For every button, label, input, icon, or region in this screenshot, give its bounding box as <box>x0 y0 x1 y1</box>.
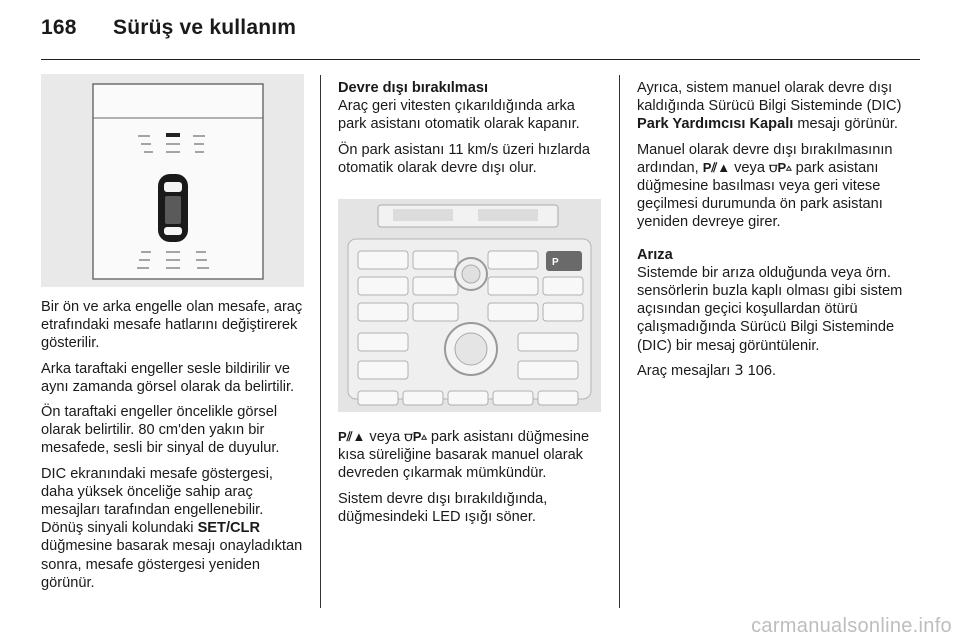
paragraph: Arka taraftaki engeller sesle bildirilir ve aynı zamanda görsel olarak da belirtilir. <box>41 360 295 395</box>
page-number: 168 <box>41 16 77 39</box>
column-divider-1 <box>320 75 321 608</box>
text: Ayrıca, sistem manuel olarak devre dışı kaldığında Sürücü Bilgi Sisteminde (DIC) <box>637 80 902 115</box>
page-reference-arrow-icon: 3 <box>734 361 744 379</box>
text: park asistanı düğmesine basılması veya geri vitese geçilmesi durumunda ön park asistanı yeniden devreye girer. <box>637 159 883 231</box>
text: 106. <box>743 362 777 379</box>
set-clr-label: SET/CLR <box>197 520 260 537</box>
paragraph <box>637 362 909 380</box>
watermark: carmanualsonline.info <box>751 615 952 637</box>
text: Manuel olarak devre dışı bırakılmasının ardından, <box>637 141 893 176</box>
rear-park-assist-icon: P⫽▲ <box>702 159 731 175</box>
text: mesajı görünür. <box>793 116 898 133</box>
column-1 <box>41 298 306 599</box>
front-park-assist-icon: ⩌P▵ <box>769 159 792 175</box>
car-icon <box>158 174 188 242</box>
text: veya <box>730 159 770 176</box>
svg-text:P: P <box>552 257 559 268</box>
text: veya <box>365 429 405 445</box>
paragraph <box>338 428 606 483</box>
paragraph: Ön park asistanı 11 km/s üzeri hızlarda otomatik olarak devre dışı olur. <box>338 141 590 176</box>
park-distance-display-illustration <box>41 74 304 287</box>
column-3 <box>637 79 909 387</box>
section-heading-fault: Arıza <box>637 246 673 263</box>
text: DIC ekranındaki mesafe göstergesi, daha yüksek önceliğe sahip araç mesajları tarafından engellenebilir. Dönüş sinyali kolundaki <box>41 465 273 537</box>
paragraph: Bir ön ve arka engelle olan mesafe, araç etrafındaki mesafe hatlarını değiştirerek gösterilir. <box>41 299 303 352</box>
text: düğmesine basarak mesajı onayladıktan sonra, mesafe göstergesi yeniden görünür. <box>41 538 303 591</box>
column-divider-2 <box>619 75 620 608</box>
rear-park-assist-icon: P⫽▲ <box>338 429 366 444</box>
text: Araç mesajları <box>637 362 735 379</box>
dic-message-label: Park Yardımcısı Kapalı <box>637 116 794 133</box>
front-park-assist-icon: ⩌P▵ <box>404 429 427 444</box>
paragraph: Sistemde bir arıza olduğunda veya örn. sensörlerin buzla kaplı olması gibi sistem açısından geçici koşullardan ötürü çalışmadığında Sürücü Bilgi Sisteminde (DIC) bir mesaj görüntülenir. <box>637 264 903 354</box>
paragraph: Sistem devre dışı bırakıldığında, düğmesindeki LED ışığı söner. <box>338 490 548 525</box>
page-title: Sürüş ve kullanım <box>113 16 297 39</box>
paragraph <box>637 141 909 232</box>
paragraph: Araç geri vitesten çıkarıldığında arka park asistanı otomatik olarak kapanır. <box>338 98 580 133</box>
paragraph <box>41 465 306 592</box>
section-heading-deactivation: Devre dışı bırakılması <box>338 80 489 96</box>
header-rule <box>41 59 920 60</box>
page-header <box>41 16 296 40</box>
paragraph: Ön taraftaki engeller öncelikle görsel olarak belirtilir. 80 cm'den yakın bir mesafede, sesli bir sinyal de duyulur. <box>41 404 280 457</box>
column-2-bottom <box>338 428 606 533</box>
center-console-illustration <box>338 199 601 412</box>
text: park asistanı düğmesine kısa süreliğine basarak manuel olarak devreden çıkarmak mümkündür. <box>338 429 590 482</box>
column-2-top <box>338 79 606 184</box>
paragraph <box>637 79 909 134</box>
